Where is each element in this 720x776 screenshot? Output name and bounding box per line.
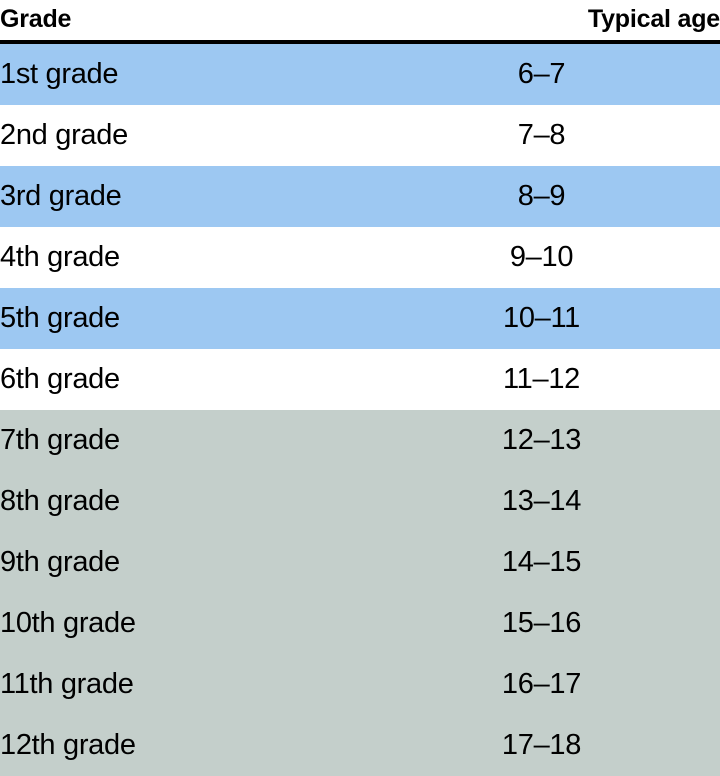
table-row [0,654,720,715]
cell-typical-age: 10–11 [405,288,720,349]
table-row [0,349,720,410]
cell-typical-age: 14–15 [405,532,720,593]
table-row [0,227,720,288]
column-header-typical-age: Typical age [587,5,720,33]
cell-grade: 5th grade [0,288,405,349]
cell-typical-age: 11–12 [405,349,720,410]
cell-typical-age: 12–13 [405,410,720,471]
cell-grade: 9th grade [0,532,405,593]
cell-typical-age: 13–14 [405,471,720,532]
table-row [0,532,720,593]
cell-grade: 7th grade [0,410,405,471]
cell-typical-age: 16–17 [405,654,720,715]
cell-typical-age: 15–16 [405,593,720,654]
table-row [0,288,720,349]
cell-grade: 3rd grade [0,166,405,227]
column-header-grade: Grade [0,5,72,33]
cell-grade: 4th grade [0,227,405,288]
cell-typical-age: 6–7 [405,42,720,105]
cell-grade: 11th grade [0,654,405,715]
table-header [0,0,720,42]
cell-typical-age: 9–10 [405,227,720,288]
table-row [0,410,720,471]
table-body [0,42,720,776]
cell-grade: 2nd grade [0,105,405,166]
table-row [0,166,720,227]
table-row [0,593,720,654]
table-row [0,42,720,105]
cell-grade: 1st grade [0,42,405,105]
table-row [0,105,720,166]
table-row [0,471,720,532]
cell-grade: 8th grade [0,471,405,532]
cell-typical-age: 8–9 [405,166,720,227]
cell-grade: 10th grade [0,593,405,654]
cell-grade: 12th grade [0,715,405,776]
cell-grade: 6th grade [0,349,405,410]
cell-typical-age: 7–8 [405,105,720,166]
table-header-row [0,0,720,42]
table-row [0,715,720,776]
cell-typical-age: 17–18 [405,715,720,776]
